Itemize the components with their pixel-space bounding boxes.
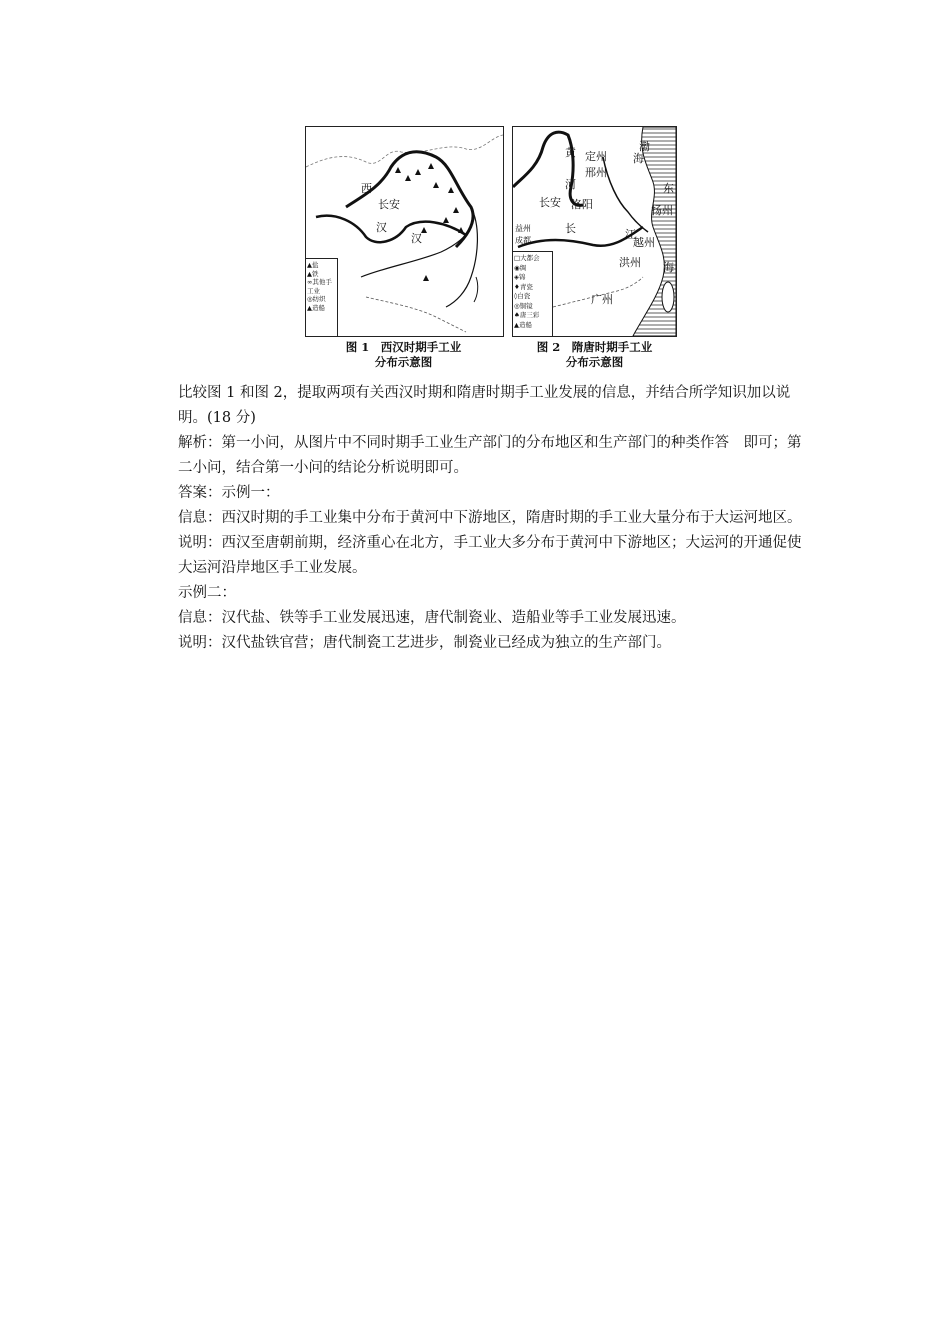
figure1-caption-line2: 分布示意图	[374, 355, 433, 369]
figure2-caption	[512, 340, 677, 370]
figure-area	[305, 126, 677, 376]
question-body	[178, 381, 808, 656]
map-western-han	[305, 126, 504, 337]
map2-label-hai-east: 海	[663, 261, 674, 274]
map1-legend-item: ◎纺织	[307, 295, 326, 303]
map2-label-xingzhou: 邢州	[585, 166, 607, 179]
figure2-caption-line2: 分布示意图	[565, 355, 624, 369]
analysis-text: 解析：第一小问，从图片中不同时期手工业生产部门的分布地区和生产部门的种类作答 即可；第二小问，结合第一小问的结论分析说明即可。	[178, 435, 802, 476]
map1-label-han-left: 汉	[376, 221, 387, 234]
map2-legend-item: ◊白瓷	[514, 292, 531, 300]
map2-legend	[513, 251, 553, 336]
map2-label-jiang: 江	[625, 228, 636, 241]
map1-legend	[306, 258, 338, 336]
map2-label-chengdu: 成都	[515, 236, 531, 245]
map1-legend-item: ▲盐	[307, 261, 319, 269]
map1-legend-item: ▲铁	[307, 269, 319, 278]
map2-label-guangzhou: 广州	[591, 293, 613, 306]
map2-legend-item: □大都会	[514, 254, 540, 262]
map2-legend-item: ◎铜镜	[514, 301, 533, 310]
map2-label-yangzhou: 扬州	[651, 204, 673, 217]
map2-label-chang: 长	[565, 222, 576, 235]
map2-label-yuezhou: 越州	[633, 236, 655, 249]
map1-legend-item: 工业	[307, 286, 320, 295]
map2-label-dong: 东	[663, 182, 674, 195]
figure2-caption-line1: 图 2 隋唐时期手工业	[536, 340, 653, 354]
map2-label-he: 河	[565, 178, 576, 191]
answer-label: 答案：示例一：	[178, 485, 280, 501]
figure1-caption-line1: 图 1 西汉时期手工业	[345, 340, 462, 354]
map1-label-west: 西	[361, 182, 372, 195]
map1-label-han-right: 汉	[411, 232, 422, 245]
map2-label-luoyang: 洛阳	[571, 198, 593, 211]
explanation-paragraph-2: 说明：汉代盐铁官营；唐代制瓷工艺进步，制瓷业已经成为独立的生产部门。	[178, 635, 671, 651]
map2-legend-item: ♠唐三彩	[514, 311, 540, 319]
map2-legend-item: ◈锦	[514, 273, 526, 281]
map2-label-huang: 黄	[565, 146, 576, 159]
map2-legend-item: ♦青瓷	[514, 282, 533, 291]
map2-legend-item: ◉绸	[514, 263, 527, 272]
map2-label-bo: 渤	[639, 140, 650, 153]
map2-label-hai-north: 海	[633, 152, 644, 165]
map2-label-yizhou: 益州	[515, 224, 531, 233]
map1-label-changan: 长安	[378, 198, 400, 211]
example-2-label: 示例二：	[178, 585, 236, 601]
map2-legend-item: ▲造船	[514, 320, 532, 329]
map1-legend-item: ▲造船	[307, 303, 325, 312]
map-sui-tang	[512, 126, 677, 337]
explanation-paragraph-1: 说明：西汉至唐朝前期，经济重心在北方，手工业大多分布于黄河中下游地区；大运河的开通促使大运河沿岸地区手工业发展。	[178, 535, 802, 576]
map2-label-hongzhou: 洪州	[619, 256, 641, 269]
info-paragraph-2: 信息：汉代盐、铁等手工业发展迅速，唐代制瓷业、造船业等手工业发展迅速。	[178, 610, 686, 626]
map2-label-changan: 长安	[539, 196, 561, 209]
map1-legend-item: ∞其他手	[307, 278, 332, 286]
info-paragraph-1: 信息：西汉时期的手工业集中分布于黄河中下游地区，隋唐时期的手工业大量分布于大运河地区。	[178, 510, 802, 526]
map2-label-dingzhou: 定州	[585, 150, 607, 163]
figure1-caption	[305, 340, 502, 370]
question-text: 比较图 1 和图 2，提取两项有关西汉时期和隋唐时期手工业发展的信息，并结合所学知识加以说明。(18 分)	[178, 385, 791, 426]
